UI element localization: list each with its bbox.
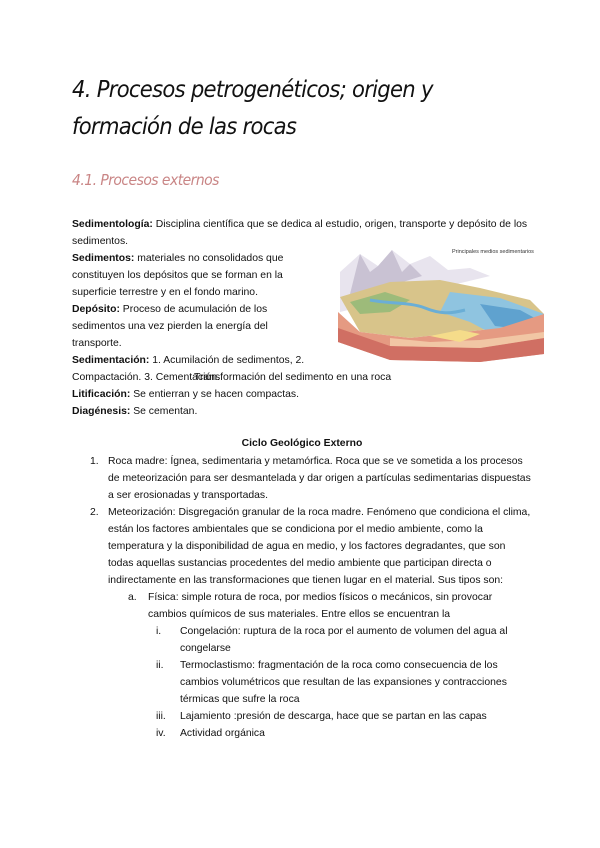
list-text: Roca madre: Ígnea, sedimentaria y metamórfica. Roca que se ve sometida a los procesos de meteorización para ser desmantelada y dar origen a partículas sedimentarias dispuestas a ser erosionadas y transportadas. [108, 456, 531, 501]
sub-list-text: Física: simple rotura de roca, por medios físicos o mecánicos, sin provocar cambios químicos de sus materiales. Entre ellos se encuentran la [148, 592, 493, 620]
roman-number: iii. [156, 711, 166, 722]
roman-text: Congelación: ruptura de la roca por el aumento de volumen del agua al congelarse [180, 626, 508, 654]
definition-text: Disciplina científica que se dedica al estudio, origen, transporte y depósito de los sedimentos. [72, 219, 528, 247]
roman-list-item [90, 725, 532, 742]
roman-list-item [90, 623, 532, 657]
cycle-list [90, 453, 532, 742]
term: Sedimentación: [72, 355, 150, 366]
roman-list-item [90, 657, 532, 708]
definition-litificacion [72, 386, 532, 403]
sedimentacion-continuation [72, 369, 532, 420]
list-item [90, 504, 532, 589]
definition-deposito [72, 301, 310, 352]
roman-text: Termoclastismo: fragmentación de la roca como consecuencia de los cambios volumétricos que resultan de las expansiones y contracciones térmicas que sufre la roca [180, 660, 507, 705]
list-item [90, 453, 532, 504]
definitions-column [72, 250, 310, 386]
definition-sedimentos [72, 250, 310, 301]
sub-list-letter: a. [128, 592, 137, 603]
sub-list-item [90, 589, 532, 623]
roman-list-item [90, 708, 532, 725]
definition-text: Se cementan. [130, 406, 198, 417]
diagram-caption: Principales medios sedimentarios [452, 249, 534, 255]
term: Sedimentos: [72, 253, 135, 264]
page-title: 4. Procesos petrogenéticos; origen y formación de las rocas [72, 77, 433, 140]
term: Depósito: [72, 304, 120, 315]
definition-text: 1. Acumilación de sedimentos, 2. Compactación. 3. Cementación. [72, 355, 305, 383]
section-subtitle: 4.1. Procesos externos [72, 171, 219, 189]
roman-number: ii. [156, 660, 164, 671]
definition-diagenesis [72, 403, 532, 420]
term: Diagénesis: [72, 406, 131, 417]
roman-text: Actividad orgánica [180, 728, 265, 739]
definition-text: Proceso de acumulación de los sedimentos una vez pierden la energía del transporte. [72, 304, 268, 349]
definition-text: materiales no consolidados que constituyen los depósitos que se forman en la superficie terrestre y en el fondo marino. [72, 253, 284, 298]
term: Litificación: [72, 389, 131, 400]
list-text: Meteorización: Disgregación granular de la roca madre. Fenómeno que condiciona el clima, están los factores ambientales que se condiciona por el medio ambiente, como la temperatura y la disponibilidad de agua en medio, y los factores degradantes, que son todas aquellas sustancias procedentes del medio ambiente que participan directa o indirectamente en las transformaciones que tienen lugar en el material. Sus tipos son: [108, 507, 531, 586]
list-number: 1. [90, 456, 99, 467]
roman-text: Lajamiento :presión de descarga, hace que se partan en las capas [180, 711, 487, 722]
roman-number: i. [156, 626, 162, 637]
sedimentary-environments-diagram [330, 242, 552, 364]
roman-number: iv. [156, 728, 166, 739]
cycle-heading: Ciclo Geológico Externo [241, 438, 363, 449]
term: Sedimentología: [72, 219, 153, 230]
transformacion-text: Transformación del sedimento en una roca [194, 372, 392, 383]
definition-text: Se entierran y se hacen compactas. [130, 389, 299, 400]
list-number: 2. [90, 507, 99, 518]
